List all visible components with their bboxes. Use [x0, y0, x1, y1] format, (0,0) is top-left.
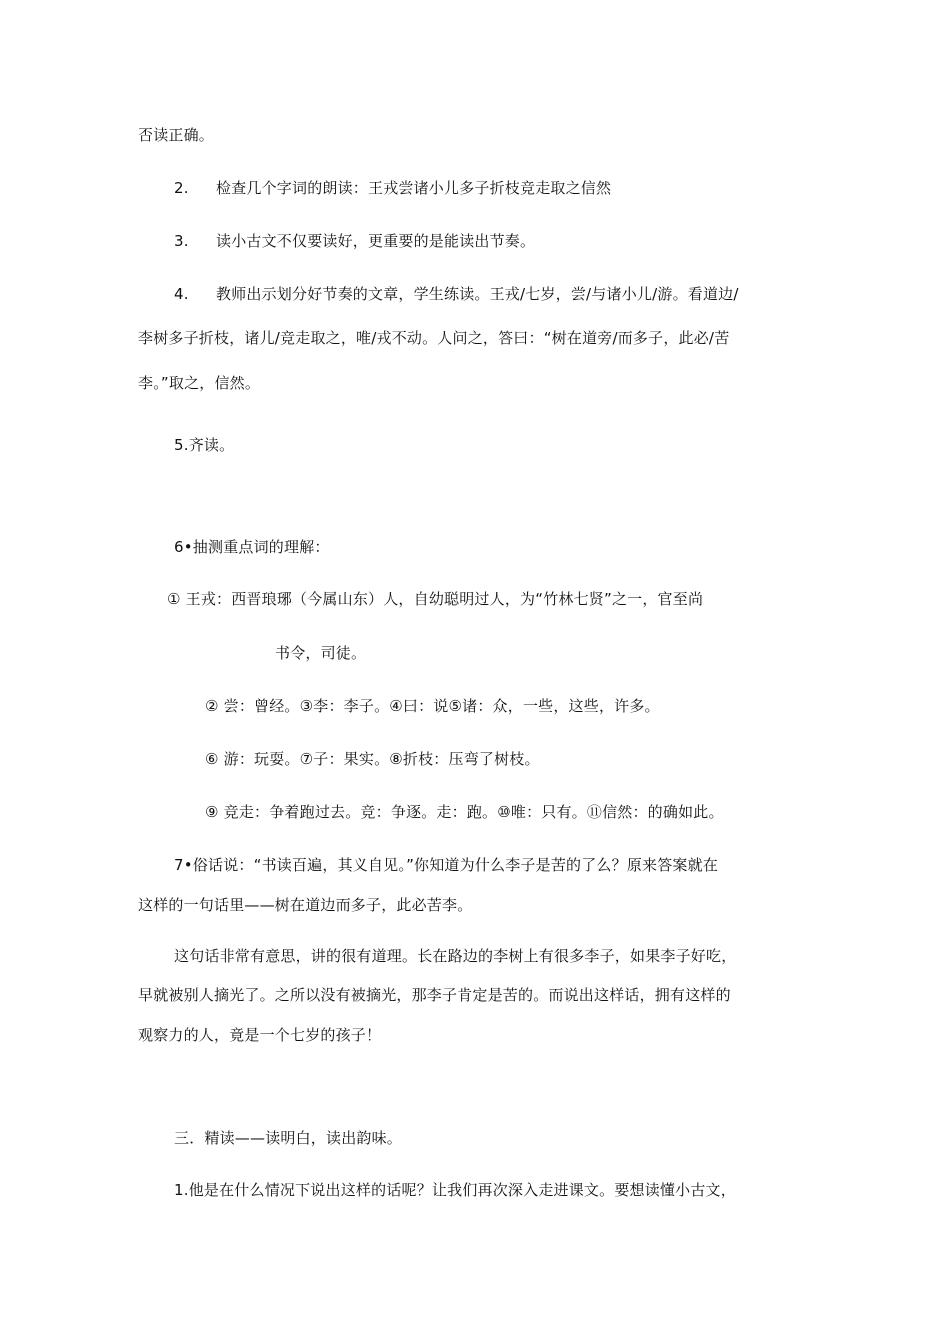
- list-number: 3.: [174, 232, 189, 250]
- definition-line: 书令，司徒。: [275, 644, 367, 662]
- list-item-3: [174, 231, 535, 251]
- paragraph-line: 李树多子折枝，诸儿/竞走取之，唯/戎不动。人问之，答曰：“树在道旁/而多子，此必/苦: [138, 329, 730, 347]
- list-number: 4.: [174, 285, 189, 303]
- paragraph-line: 否读正确。: [138, 126, 215, 144]
- list-item-5: 5.齐读。: [174, 436, 235, 454]
- list-item-6: 6•抽测重点词的理解：: [174, 538, 330, 556]
- paragraph-line: 这句话非常有意思，讲的很有道理。长在路边的李树上有很多李子，如果李子好吃，: [174, 947, 737, 965]
- paragraph-line: 观察力的人，竟是一个七岁的孩子！: [138, 1026, 382, 1044]
- paragraph-line: 李。”取之，信然。: [138, 374, 261, 392]
- definition-line: ② 尝：曾经。③李：李子。④曰：说⑤诸：众，一些，这些，许多。: [205, 697, 660, 715]
- list-item-7: 7•俗话说：“书读百遍，其义自见。”你知道为什么李子是苦的了么？原来答案就在: [174, 856, 719, 874]
- list-item-text: 读小古文不仅要读好，更重要的是能读出节奏。: [216, 232, 536, 250]
- section-heading: 三．精读——读明白，读出韵味。: [174, 1129, 403, 1147]
- list-item-text: 教师出示划分好节奏的文章，学生练读。王戎/七岁，尝/与诸小儿/游。看道边/: [216, 285, 739, 303]
- definition-line: ⑥ 游：玩耍。⑦子：果实。⑧折枝：压弯了树枝。: [205, 750, 540, 768]
- paragraph-line: 早就被别人摘光了。之所以没有被摘光，那李子肯定是苦的。而说出这样话，拥有这样的: [138, 986, 731, 1004]
- list-item-1: 1.他是在什么情况下说出这样的话呢？让我们再次深入走进课文。要想读懂小古文，: [174, 1181, 736, 1199]
- list-number: 2.: [174, 179, 189, 197]
- list-item-text: 检查几个字词的朗读：王戎尝诸小儿多子折枝竞走取之信然: [216, 179, 612, 197]
- definition-line: ⑨ 竞走：争着跑过去。竞：争逐。走：跑。⑩唯：只有。⑪信然：的确如此。: [205, 803, 724, 821]
- list-item-2: [174, 178, 611, 198]
- list-item-4: [174, 284, 739, 304]
- definition-line: ① 王戎：西晋琅琊（今属山东）人，自幼聪明过人，为“竹林七贤”之一，官至尚: [167, 590, 704, 608]
- paragraph-line: 这样的一句话里——树在道边而多子，此必苦李。: [138, 896, 473, 914]
